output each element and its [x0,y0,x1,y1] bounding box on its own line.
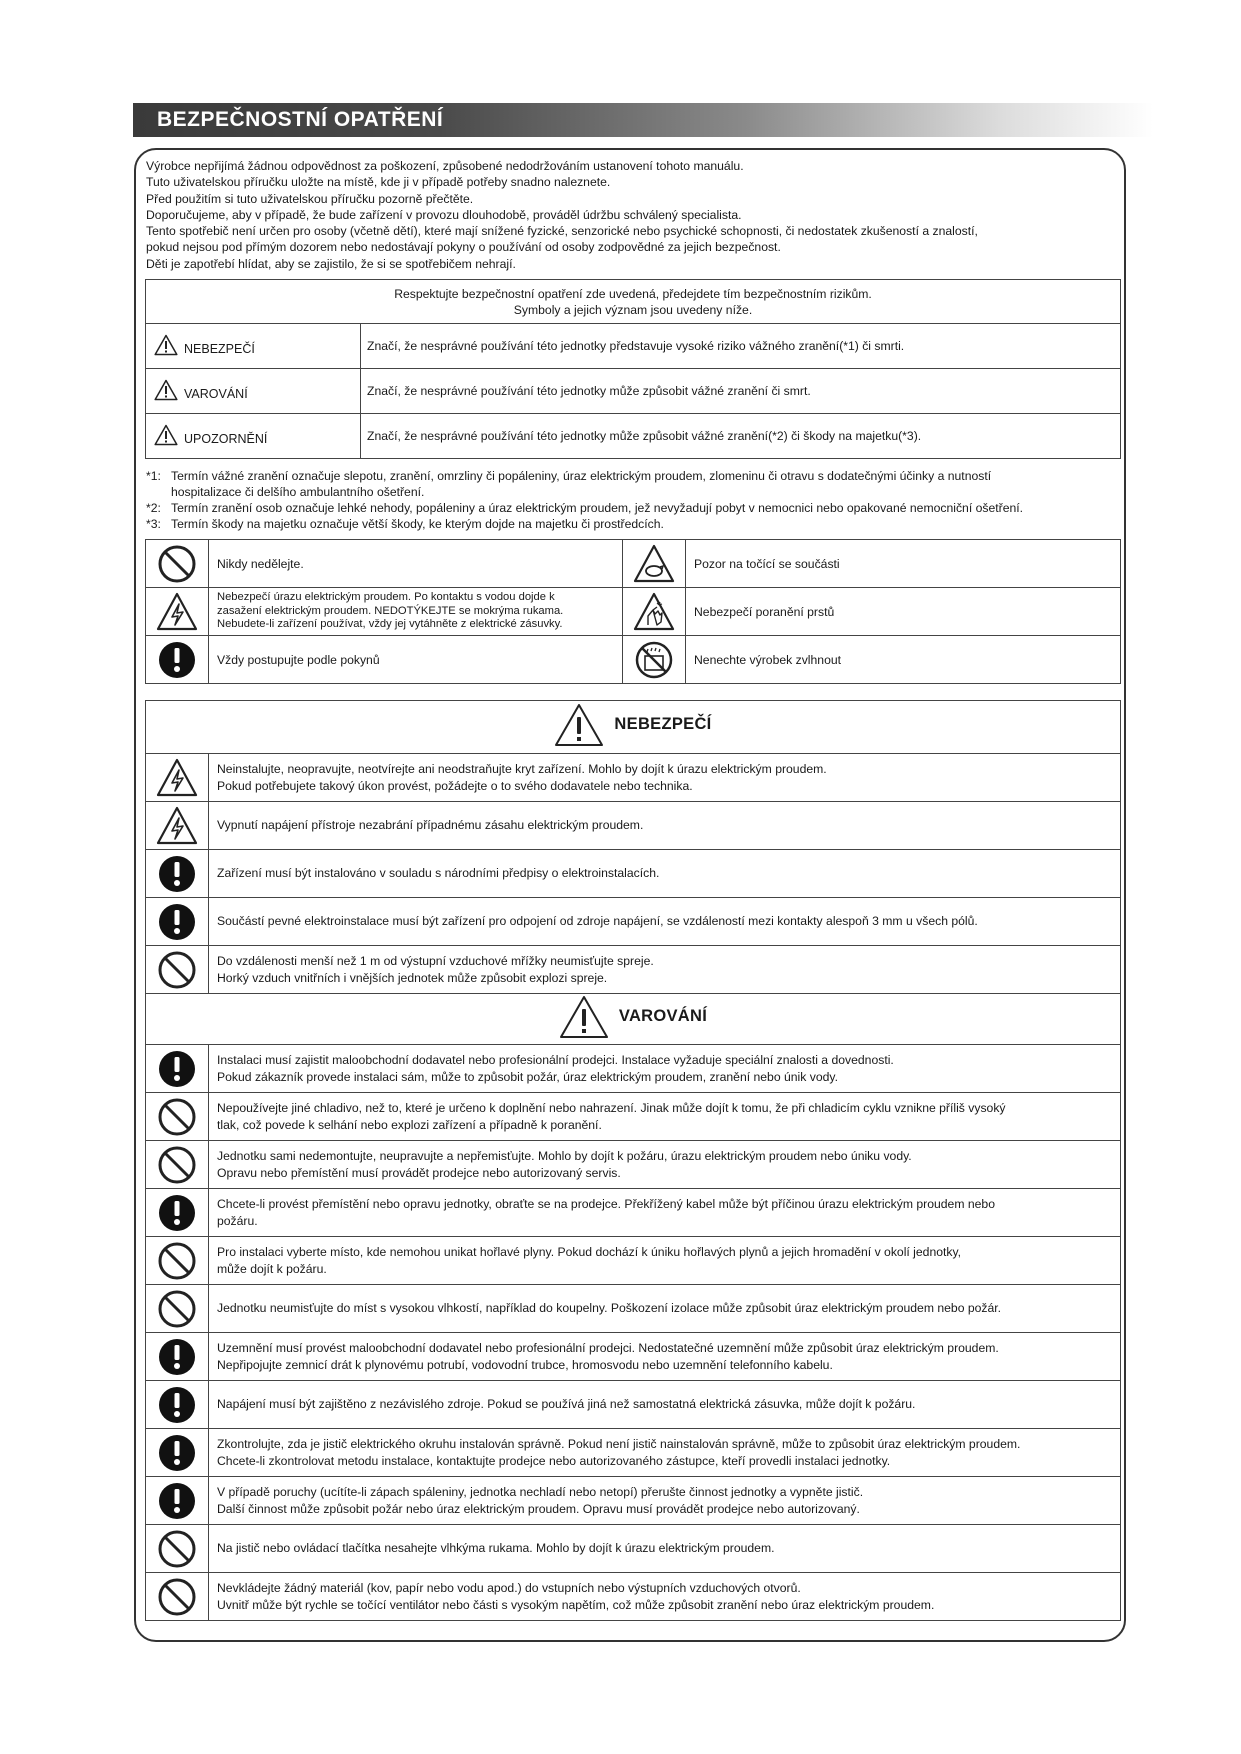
row-text-line: tlak, což povede k selhání nebo explozi zařízení a případně k poranění. [217,1117,602,1132]
row-text [209,1573,1121,1621]
row-text-line: Chcete-li zkontrolovat metodu instalace, kontaktujte prodejce nebo autorizovaného zástupce, kteří provedli instalaci jednotky. [217,1453,891,1468]
prohibition-icon [157,1241,197,1281]
intro-line: Tento spotřebič není určen pro osoby (včetně dětí), které mají snížené fyzické, senzorické nebo psychické schopnosti, či nedostatek zkušeností a znalostí, [146,224,978,239]
warning-row [146,1141,1121,1189]
row-text-line: Neinstalujte, neopravujte, neotvírejte ani neodstraňujte kryt zařízení. Mohlo by dojít k úrazu elektrickým proudem. [217,762,827,777]
row-icon-cell [146,1141,209,1189]
finger-injury-icon [633,592,675,632]
row-text-line: Pokud potřebujete takový úkon provést, požádejte o to svého dodavatele nebo technika. [217,778,693,793]
danger-row [146,850,1121,898]
row-text-line: V případě poruchy (ucítíte-li zápach spáleniny, jednotka nechladí nebo netopí) přerušte činnost jednotky a vypněte jistič. [217,1485,864,1500]
warning-row [146,1189,1121,1237]
row-text-line: Horký vzduch vnitřních i vnějších jednotek může způsobit explozi spreje. [217,970,608,985]
row-icon-cell [146,1381,209,1429]
footnote [146,500,1121,516]
pictogram-text: Pozor na točící se součásti [686,540,1121,588]
footnote [146,516,1121,532]
row-icon-cell [146,946,209,994]
row-text-line: Na jistič nebo ovládací tlačítka nesahejte vlhkýma rukama. Mohlo by dojít k úrazu elektrickým proudem. [217,1541,775,1556]
prohibition-icon [157,1577,197,1617]
row-icon-cell [146,1237,209,1285]
symbol-label-cell [146,324,361,369]
symbol-desc: Značí, že nesprávné používání této jednotky může způsobit vážné zranění(*2) či škody na majetku(*3). [361,414,1121,459]
warning-row [146,1333,1121,1381]
electric-shock-icon [156,806,198,846]
row-text [209,1333,1121,1381]
footnote-line: hospitalizace či delšího ambulantního ošetření. [171,485,425,499]
row-text-line: Chcete-li provést přemístění nebo opravu jednotky, obraťte se na prodejce. Překřížený kabel může být příčinou úrazu elektrickým proudem nebo [217,1197,995,1212]
row-icon-cell [146,1093,209,1141]
row-icon-cell [146,1573,209,1621]
intro-line: Výrobce nepřijímá žádnou odpovědnost za poškození, způsobené nedodržováním ustanovení tohoto manuálu. [146,159,744,173]
symbols-row [146,324,1121,369]
warning-row [146,1525,1121,1573]
row-text [209,1429,1121,1477]
intro-line: Před použitím si tuto uživatelskou příručku pozorně přečtěte. [146,191,474,206]
prohibition-icon [157,950,197,990]
row-text-line: Nepoužívejte jiné chladivo, než to, které je určeno k doplnění nebo nahrazení. Jinak může dojít k tomu, že při chladicím cyklu vznikne příliš vysoký [217,1101,1006,1116]
row-text-line: Opravu nebo přemístění musí provádět prodejce nebo autorizovaný servis. [217,1165,621,1180]
pictogram-icon-cell [623,588,686,636]
row-text-line: Jednotku sami nedemontujte, neupravujte a nepřemisťujte. Mohlo by dojít k požáru, úrazu elektrickým proudem nebo úniku vody. [217,1149,912,1164]
danger-row [146,802,1121,850]
mandatory-icon [157,854,197,894]
row-text [209,1285,1121,1333]
danger-title: NEBEZPEČÍ [614,715,712,733]
pictogram-table [145,539,1121,684]
mandatory-icon [157,1049,197,1089]
electric-shock-icon [156,758,198,798]
row-text-line: Vypnutí napájení přístroje nezabrání případnému zásahu elektrickým proudem. [217,818,644,833]
warning-header-row [146,994,1121,1045]
electric-shock-icon [156,592,198,632]
header-bar [133,103,1153,137]
pictogram-text-line: zasažení elektrickým proudem. NEDOTÝKEJTE se mokrýma rukama. [217,604,564,617]
warning-triangle-icon [559,995,609,1039]
pictogram-icon-cell [146,588,209,636]
danger-header [146,701,1121,754]
warning-row [146,1573,1121,1621]
pictogram-icon-cell [146,540,209,588]
row-text-line: Součástí pevné elektroinstalace musí být zařízení pro odpojení od zdroje napájení, se vzdáleností mezi kontakty alespoň 3 mm u všech pólů. [217,914,978,929]
row-text-line: Instalaci musí zajistit maloobchodní dodavatel nebo profesionální prodejci. Instalace vyžaduje speciální znalosti a dovednosti. [217,1053,894,1068]
row-icon-cell [146,1525,209,1573]
row-text-line: Pokud zákazník provede instalaci sám, může to způsobit požár, úraz elektrickým proudem, zranění nebo únik vody. [217,1069,838,1084]
mandatory-icon [157,902,197,942]
row-text-line: Pro instalaci vyberte místo, kde nemohou unikat hořlavé plyny. Pokud dochází k úniku hořlavých plynů a jejich hromadění v okolí jednotky, [217,1245,962,1260]
danger-row [146,898,1121,946]
intro-text [146,158,1116,272]
footnote-key: *1: [146,469,161,483]
symbol-label-cell [146,414,361,459]
intro-line: Doporučujeme, aby v případě, že bude zařízení v provozu dlouhodobě, prováděl údržbu schválený specialista. [146,207,742,222]
row-text-line: Nepřipojujte zemnicí drát k plynovému potrubí, vodovodní trubce, hromosvodu nebo uzemnění telefonního kabelu. [217,1357,833,1372]
pictogram-row [146,636,1121,684]
pictogram-text: Nebezpečí poranění prstů [686,588,1121,636]
intro-line: Tuto uživatelskou příručku uložte na místě, kde ji v případě potřeby snadno naleznete. [146,175,611,190]
warning-header [146,994,1121,1045]
row-text-line: Uzemnění musí provést maloobchodní dodavatel nebo profesionální prodejci. Nedostatečné uzemnění může způsobit úraz elektrickým proudem. [217,1341,999,1356]
symbol-label-cell [146,369,361,414]
row-text-line: Jednotku neumisťujte do míst s vysokou vlhkostí, například do koupelny. Poškození izolace může způsobit úraz elektrickým proudem nebo požár. [217,1301,1002,1316]
row-text-line: Napájení musí být zajištěno z nezávislého zdroje. Pokud se používá jiná než samostatná elektrická zásuvka, může dojít k požáru. [217,1397,916,1412]
warning-triangle-icon [154,379,178,401]
symbol-label: VAROVÁNÍ [184,386,248,401]
symbol-label: NEBEZPEČÍ [184,341,255,356]
warning-title: VAROVÁNÍ [618,1007,708,1025]
pictogram-text: Nikdy nedělejte. [209,540,623,588]
row-icon-cell [146,850,209,898]
warning-row [146,1045,1121,1093]
warning-row [146,1285,1121,1333]
danger-row [146,754,1121,802]
row-text [209,1237,1121,1285]
mandatory-icon [157,1385,197,1425]
row-icon-cell [146,1429,209,1477]
page-title: BEZPEČNOSTNÍ OPATŘENÍ [157,108,444,131]
row-text [209,1525,1121,1573]
footnote-line: Termín zranění osob označuje lehké nehody, popáleniny a úraz elektrickým proudem, jež nevyžadují pobyt v nemocnici nebo opakované nemocniční ošetření. [171,501,1024,515]
symbols-table [145,279,1121,459]
warning-row [146,1477,1121,1525]
pictogram-text: Nenechte výrobek zvlhnout [686,636,1121,684]
symbols-row [146,414,1121,459]
symbols-header-line: Respektujte bezpečnostní opatření zde uvedená, předejdete tím bezpečnostním rizikům. [394,286,872,301]
symbol-desc: Značí, že nesprávné používání této jednotky může způsobit vážné zranění či smrt. [361,369,1121,414]
warning-triangle-icon [554,703,604,747]
symbols-table-header-row [146,280,1121,324]
danger-row [146,946,1121,994]
row-text [209,1381,1121,1429]
mandatory-icon [157,1193,197,1233]
pictogram-icon-cell [623,636,686,684]
footnote [146,468,1121,500]
symbol-label: UPOZORNĚNÍ [184,431,268,446]
footnote-key: *2: [146,501,161,515]
warning-row [146,1093,1121,1141]
row-text-line: může dojít k požáru. [217,1261,327,1276]
pictogram-text-line: Nebudete-li zařízení používat, vždy jej vytáhněte z elektrické zásuvky. [217,618,563,631]
mandatory-icon [157,640,197,680]
mandatory-icon [157,1481,197,1521]
warning-row [146,1237,1121,1285]
mandatory-icon [157,1337,197,1377]
symbol-desc: Značí, že nesprávné používání této jednotky představuje vysoké riziko vážného zranění(*1) či smrti. [361,324,1121,369]
row-text [209,850,1121,898]
symbols-header-line: Symboly a jejich význam jsou uvedeny níže. [513,302,753,317]
warning-triangle-icon [154,334,178,356]
row-text [209,754,1121,802]
row-text [209,1477,1121,1525]
row-icon-cell [146,1477,209,1525]
no-wetting-icon [634,640,674,680]
prohibition-icon [157,1529,197,1569]
intro-line: Děti je zapotřebí hlídat, aby se zajistilo, že si se spotřebičem nehrají. [146,256,516,271]
row-icon-cell [146,754,209,802]
row-text [209,1141,1121,1189]
prohibition-icon [157,1097,197,1137]
pictogram-row [146,588,1121,636]
danger-header-row [146,701,1121,754]
row-icon-cell [146,898,209,946]
row-text [209,1093,1121,1141]
row-icon-cell [146,1285,209,1333]
row-text [209,898,1121,946]
pictogram-row [146,540,1121,588]
footnote-key: *3: [146,517,161,531]
intro-line: pokud nejsou pod přímým dozorem nebo nedostávají pokyny o používání od osoby zodpovědné za jejich bezpečnost. [146,240,781,255]
mandatory-icon [157,1433,197,1473]
footnote-line: Termín vážné zranění označuje slepotu, zranění, omrzliny či popáleniny, úraz elektrickým proudem, zlomeninu či otravu s dodatečnými účinky a nutností [171,469,992,483]
footnotes [146,468,1121,532]
row-text-line: Do vzdálenosti menší než 1 m od výstupní vzduchové mřížky neumisťujte spreje. [217,954,654,969]
prohibition-icon [157,1289,197,1329]
pictogram-text [209,588,623,636]
pictogram-icon-cell [146,636,209,684]
footnote-line: Termín škody na majetku označuje větší škody, ke kterým dojde na majetku či prostředcích. [171,517,664,531]
row-text [209,1189,1121,1237]
row-text-line: Uvnitř může být rychle se točící ventilátor nebo části s vysokým napětím, což může způsobit zranění nebo úraz elektrickým proudem. [217,1597,935,1612]
row-icon-cell [146,1045,209,1093]
row-text [209,1045,1121,1093]
warning-triangle-icon [154,424,178,446]
warning-row [146,1381,1121,1429]
row-text-line: Nevkládejte žádný materiál (kov, papír nebo vodu apod.) do vstupních nebo výstupních vzduchových otvorů. [217,1581,801,1596]
prohibition-icon [157,1145,197,1185]
row-text [209,802,1121,850]
pictogram-text-line: Nebezpečí úrazu elektrickým proudem. Po kontaktu s vodou dojde k [217,591,555,604]
warning-row [146,1429,1121,1477]
row-icon-cell [146,802,209,850]
row-icon-cell [146,1189,209,1237]
row-text-line: požáru. [217,1213,258,1228]
row-icon-cell [146,1333,209,1381]
row-text-line: Zařízení musí být instalováno v souladu s národními předpisy o elektroinstalacích. [217,866,660,881]
row-text [209,946,1121,994]
rotating-parts-icon [633,544,675,584]
safety-instructions-table [145,700,1121,1621]
symbols-table-header [146,280,1121,324]
pictogram-icon-cell [623,540,686,588]
row-text-line: Zkontrolujte, zda je jistič elektrického okruhu instalován správně. Pokud není jistič nainstalován správně, může to způsobit úraz elektrickým proudem. [217,1437,1021,1452]
symbols-row [146,369,1121,414]
row-text-line: Další činnost může způsobit požár nebo úraz elektrickým proudem. Opravu musí provádět prodejce nebo autorizovaný. [217,1501,860,1516]
pictogram-text: Vždy postupujte podle pokynů [209,636,623,684]
prohibition-icon [157,544,197,584]
